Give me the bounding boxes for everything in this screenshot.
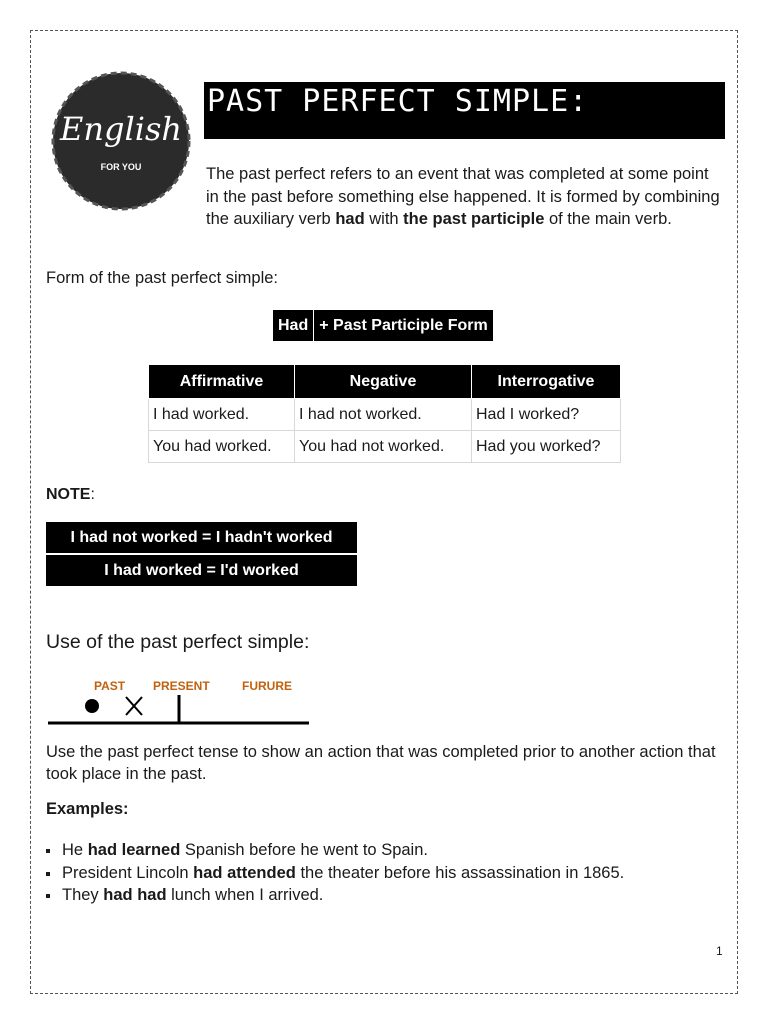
table-cell: You had worked. [149,431,295,463]
example-text: lunch when I arrived. [166,886,324,904]
use-heading: Use of the past perfect simple: [46,631,310,653]
list-item [46,862,624,885]
formula-had: Had [278,317,309,334]
note-contraction-2: I had worked = I'd worked [46,555,357,586]
note-contraction-1: I had not worked = I hadn't worked [46,522,357,553]
header-interrogative: Interrogative [472,365,621,399]
page-title: PAST PERFECT SIMPLE: [207,84,589,119]
table-row [149,431,621,463]
table-cell: Had I worked? [472,399,621,431]
intro-text: with [364,210,404,228]
examples-list [46,839,624,907]
timeline-diagram [46,675,311,730]
table-cell: I had worked. [149,399,295,431]
intro-bold-past-participle: the past participle [403,210,545,228]
examples-label: Examples: [46,800,129,818]
example-text: He [62,841,88,859]
table-cell: You had not worked. [295,431,472,463]
logo-script-text: English [60,110,182,148]
intro-text: The past perfect refers to an event that was completed at some point in the past before something else happened. It is formed by combining the auxiliary verb [206,165,720,228]
example-bold: had had [103,886,167,904]
note-box [46,522,357,588]
formula-box [273,310,493,341]
table-row [149,399,621,431]
table-header-row [149,365,621,399]
example-text: They [62,886,104,904]
list-item [46,884,624,907]
example-bold: had attended [193,863,296,882]
intro-text: of the main verb. [544,210,672,228]
example-text: Spanish before he went to Spain. [180,841,428,859]
example-text: President Lincoln [62,863,194,882]
example-bold: had learned [87,841,181,859]
formula-participle: + Past Participle Form [319,317,488,334]
forms-table [148,364,621,463]
note-label [46,486,95,504]
example-text: the theater before his assassination in 1865. [295,863,625,882]
note-colon: : [90,486,95,503]
table-cell: I had not worked. [295,399,472,431]
table-cell: Had you worked? [472,431,621,463]
intro-bold-had: had [335,210,365,228]
note-bold: NOTE [46,486,91,503]
intro-paragraph [46,163,726,231]
header-negative: Negative [295,365,472,399]
page-number: 1 [716,944,723,958]
header-affirmative: Affirmative [149,365,295,399]
timeline-present-label: PRESENT [153,679,210,693]
use-description: Use the past perfect tense to show an action that was completed prior to another action that took place in the past. [46,743,716,783]
timeline-future-label: FURURE [242,679,292,693]
list-item [46,839,624,862]
logo-sub-text: FOR YOU [100,162,142,172]
form-label: Form of the past perfect simple: [46,269,279,287]
past-point-dot [85,699,99,713]
timeline-past-label: PAST [94,679,126,693]
